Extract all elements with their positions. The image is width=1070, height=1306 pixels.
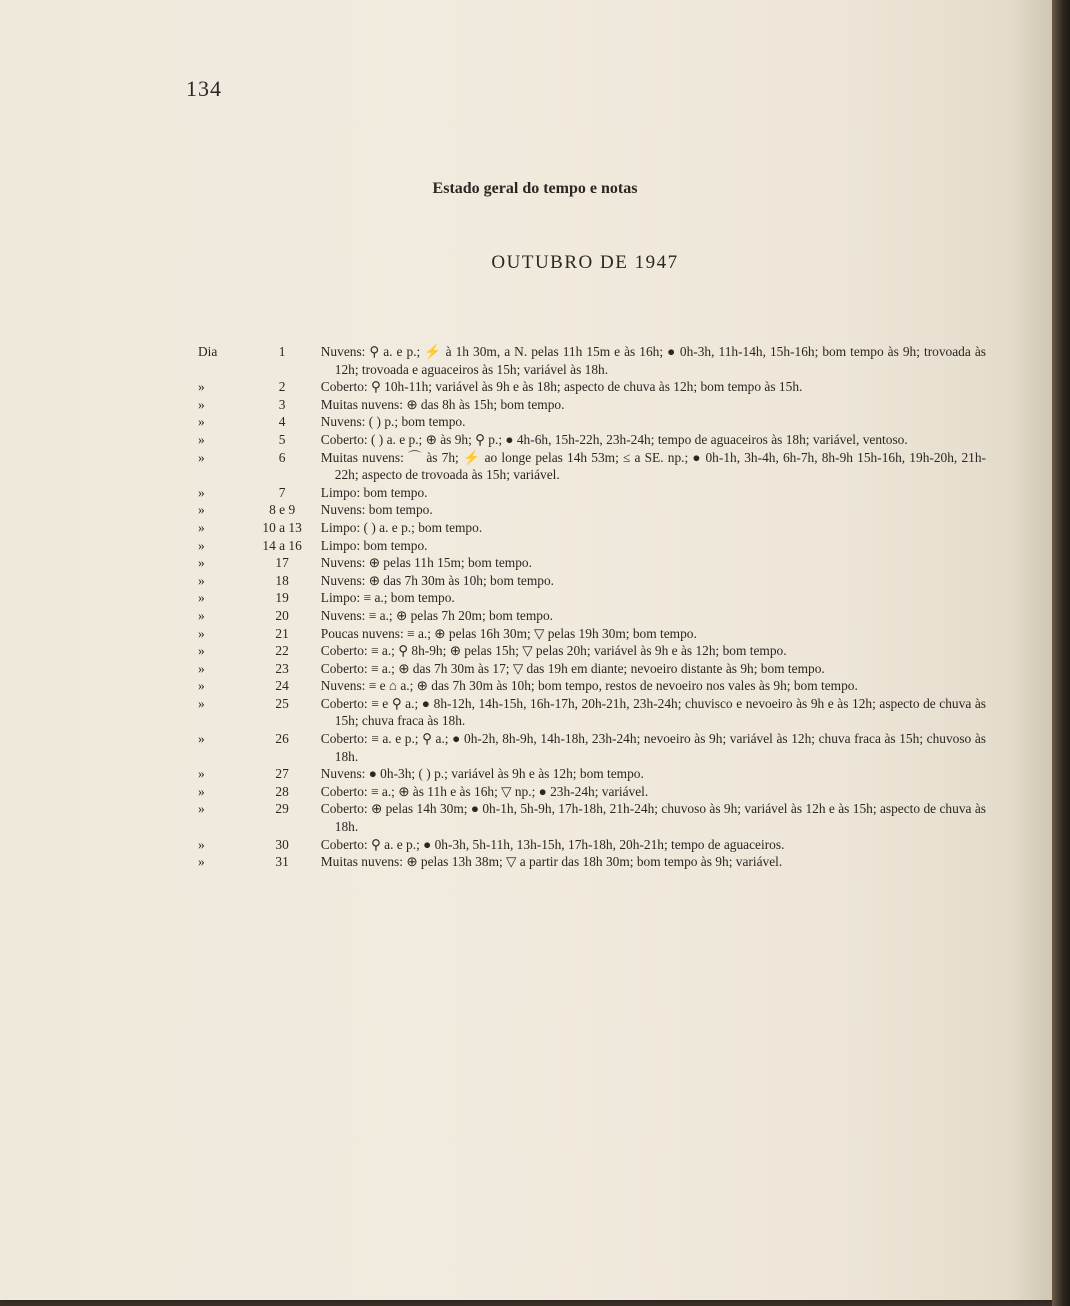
weather-notes-list xyxy=(196,343,986,871)
weather-note: Limpo: ≡ a.; bom tempo. xyxy=(320,590,455,606)
note-row xyxy=(196,677,986,695)
weather-note: Nuvens: ⊕ das 7h 30m às 10h; bom tempo. xyxy=(320,572,555,588)
weather-note: Coberto: ≡ a.; ⚲ 8h-9h; ⊕ pelas 15h; ▽ pelas 20h; variável às 9h e às 12h; bom tempo. xyxy=(320,643,787,659)
note-row xyxy=(196,378,986,396)
dia-label: » xyxy=(198,414,205,430)
note-row xyxy=(196,396,986,414)
weather-note: Nuvens: ≡ e ⌂ a.; ⊕ das 7h 30m às 10h; bom tempo, restos de nevoeiro nos vales às 9h; bom tempo. xyxy=(320,678,858,694)
day-number: 19 xyxy=(275,590,289,606)
dia-label: » xyxy=(198,660,205,676)
day-number: 27 xyxy=(275,766,289,782)
dia-label: » xyxy=(198,555,205,571)
weather-note: Coberto: ≡ e ⚲ a.; ● 8h-12h, 14h-15h, 16h-17h, 20h-21h, 23h-24h; chuvisco e nevoeiro às 9h e às 12h; aspecto de chuva às 15h; chuva fraca às 18h. xyxy=(320,695,986,729)
page-number: 134 xyxy=(186,76,222,101)
note-row xyxy=(196,572,986,590)
note-row xyxy=(196,765,986,783)
day-number: 8 e 9 xyxy=(269,502,296,518)
dia-label: » xyxy=(198,783,205,799)
note-row xyxy=(196,642,986,660)
day-number: 23 xyxy=(275,660,289,676)
note-row xyxy=(196,625,986,643)
dia-label: » xyxy=(198,379,205,395)
dia-label: Dia xyxy=(198,344,218,359)
day-number: 29 xyxy=(275,801,289,817)
note-row xyxy=(196,343,986,378)
day-number: 18 xyxy=(275,572,289,588)
dia-label: » xyxy=(198,695,205,711)
weather-note: Limpo: bom tempo. xyxy=(320,537,428,553)
dia-label: » xyxy=(198,643,205,659)
day-number: 21 xyxy=(275,625,289,641)
day-number: 26 xyxy=(275,731,289,747)
page-edge xyxy=(1052,0,1070,1306)
note-row xyxy=(196,783,986,801)
dia-label: » xyxy=(198,519,205,535)
dia-label: » xyxy=(198,854,205,870)
day-number: 10 a 13 xyxy=(262,519,302,535)
weather-note: Nuvens: ● 0h-3h; ( ) p.; variável às 9h e às 12h; bom tempo. xyxy=(320,766,644,782)
dia-label: » xyxy=(198,502,205,518)
dia-label: » xyxy=(198,731,205,747)
dia-label: » xyxy=(198,625,205,641)
note-row xyxy=(196,800,986,835)
note-row xyxy=(196,449,986,484)
note-row xyxy=(196,554,986,572)
note-row xyxy=(196,730,986,765)
day-number: 7 xyxy=(278,484,286,500)
note-row xyxy=(196,589,986,607)
note-row xyxy=(196,537,986,555)
note-row xyxy=(196,695,986,730)
note-row xyxy=(196,501,986,519)
dia-label: » xyxy=(198,607,205,623)
weather-note: Coberto: ⚲ 10h-11h; variável às 9h e às 18h; aspecto de chuva às 12h; bom tempo às 15h. xyxy=(320,379,803,395)
note-row xyxy=(196,431,986,449)
weather-note: Coberto: ( ) a. e p.; ⊕ às 9h; ⚲ p.; ● 4h-6h, 15h-22h, 23h-24h; tempo de aguaceiros às 18h; variável, ventoso. xyxy=(320,431,908,447)
dia-label: » xyxy=(198,801,205,817)
day-number: 20 xyxy=(275,607,289,623)
dia-label: » xyxy=(198,431,205,447)
dia-label: » xyxy=(198,590,205,606)
day-number: 4 xyxy=(278,414,286,430)
day-number: 25 xyxy=(275,695,289,711)
day-number: 30 xyxy=(275,836,289,852)
weather-note: Limpo: ( ) a. e p.; bom tempo. xyxy=(320,519,483,535)
weather-note: Nuvens: ⚲ a. e p.; ⚡ à 1h 30m, a N. pelas 11h 15m e às 16h; ● 0h-3h, 11h-14h, 15h-16h; bom tempo às 9h; trovoada às 12h; trovoada e aguaceiros às 15h; variável às 18h. xyxy=(320,344,986,377)
dia-label: » xyxy=(198,484,205,500)
weather-note: Muitas nuvens: ⊕ pelas 13h 38m; ▽ a partir das 18h 30m; bom tempo às 9h; variável. xyxy=(320,854,783,870)
note-row xyxy=(196,853,986,871)
day-number: 24 xyxy=(275,678,289,694)
dia-label: » xyxy=(198,766,205,782)
dia-label: » xyxy=(198,449,205,465)
note-row xyxy=(196,660,986,678)
weather-note: Muitas nuvens: ⊕ das 8h às 15h; bom tempo. xyxy=(320,396,565,412)
day-number: 17 xyxy=(275,555,289,571)
day-number: 28 xyxy=(275,783,289,799)
dia-label: » xyxy=(198,678,205,694)
weather-note: Poucas nuvens: ≡ a.; ⊕ pelas 16h 30m; ▽ pelas 19h 30m; bom tempo. xyxy=(320,625,697,641)
dia-label: » xyxy=(198,537,205,553)
weather-note: Coberto: ≡ a. e p.; ⚲ a.; ● 0h-2h, 8h-9h, 14h-18h, 23h-24h; nevoeiro às 9h; variável às 12h; chuva fraca às 15h; chuvoso às 18h. xyxy=(320,731,986,764)
note-row xyxy=(196,607,986,625)
dia-label: » xyxy=(198,572,205,588)
note-row xyxy=(196,836,986,854)
note-row xyxy=(196,484,986,502)
section-heading: Estado geral do tempo e notas xyxy=(432,180,638,197)
day-number: 2 xyxy=(278,379,286,395)
weather-note: Nuvens: ( ) p.; bom tempo. xyxy=(320,414,466,430)
weather-note: Coberto: ⊕ pelas 14h 30m; ● 0h-1h, 5h-9h, 17h-18h, 21h-24h; chuvoso às 9h; variável às 12h e às 15h; aspecto de chuva às 18h. xyxy=(320,801,986,835)
day-number: 22 xyxy=(275,643,289,659)
weather-note: Coberto: ≡ a.; ⊕ das 7h 30m às 17; ▽ das 19h em diante; nevoeiro distante às 9h; bom tempo. xyxy=(320,660,825,676)
note-row xyxy=(196,413,986,431)
weather-note: Nuvens: ≡ a.; ⊕ pelas 7h 20m; bom tempo. xyxy=(320,607,554,623)
day-number: 3 xyxy=(278,396,286,412)
weather-note: Coberto: ≡ a.; ⊕ às 11h e às 16h; ▽ np.; ● 23h-24h; variável. xyxy=(320,783,649,799)
day-number: 14 a 16 xyxy=(262,537,302,553)
weather-note: Limpo: bom tempo. xyxy=(320,484,428,500)
day-number: 1 xyxy=(278,344,286,359)
weather-note: Nuvens: bom tempo. xyxy=(320,502,433,518)
month-title: OUTUBRO DE 1947 xyxy=(491,252,679,273)
day-number: 31 xyxy=(275,854,289,870)
day-number: 6 xyxy=(278,449,286,465)
day-number: 5 xyxy=(278,431,286,447)
dia-label: » xyxy=(198,836,205,852)
weather-note: Nuvens: ⊕ pelas 11h 15m; bom tempo. xyxy=(320,555,532,571)
dia-label: » xyxy=(198,396,205,412)
weather-note: Muitas nuvens: ⌒ às 7h; ⚡ ao longe pelas 14h 53m; ≤ a SE. np.; ● 0h-1h, 3h-4h, 6h-7h, 8h-9h 15h-16h, 19h-20h, 21h-22h; aspecto de trovoada às 15h; variável. xyxy=(320,449,986,483)
note-row xyxy=(196,519,986,537)
weather-note: Coberto: ⚲ a. e p.; ● 0h-3h, 5h-11h, 13h-15h, 17h-18h, 20h-21h; tempo de aguaceiros. xyxy=(320,836,785,852)
